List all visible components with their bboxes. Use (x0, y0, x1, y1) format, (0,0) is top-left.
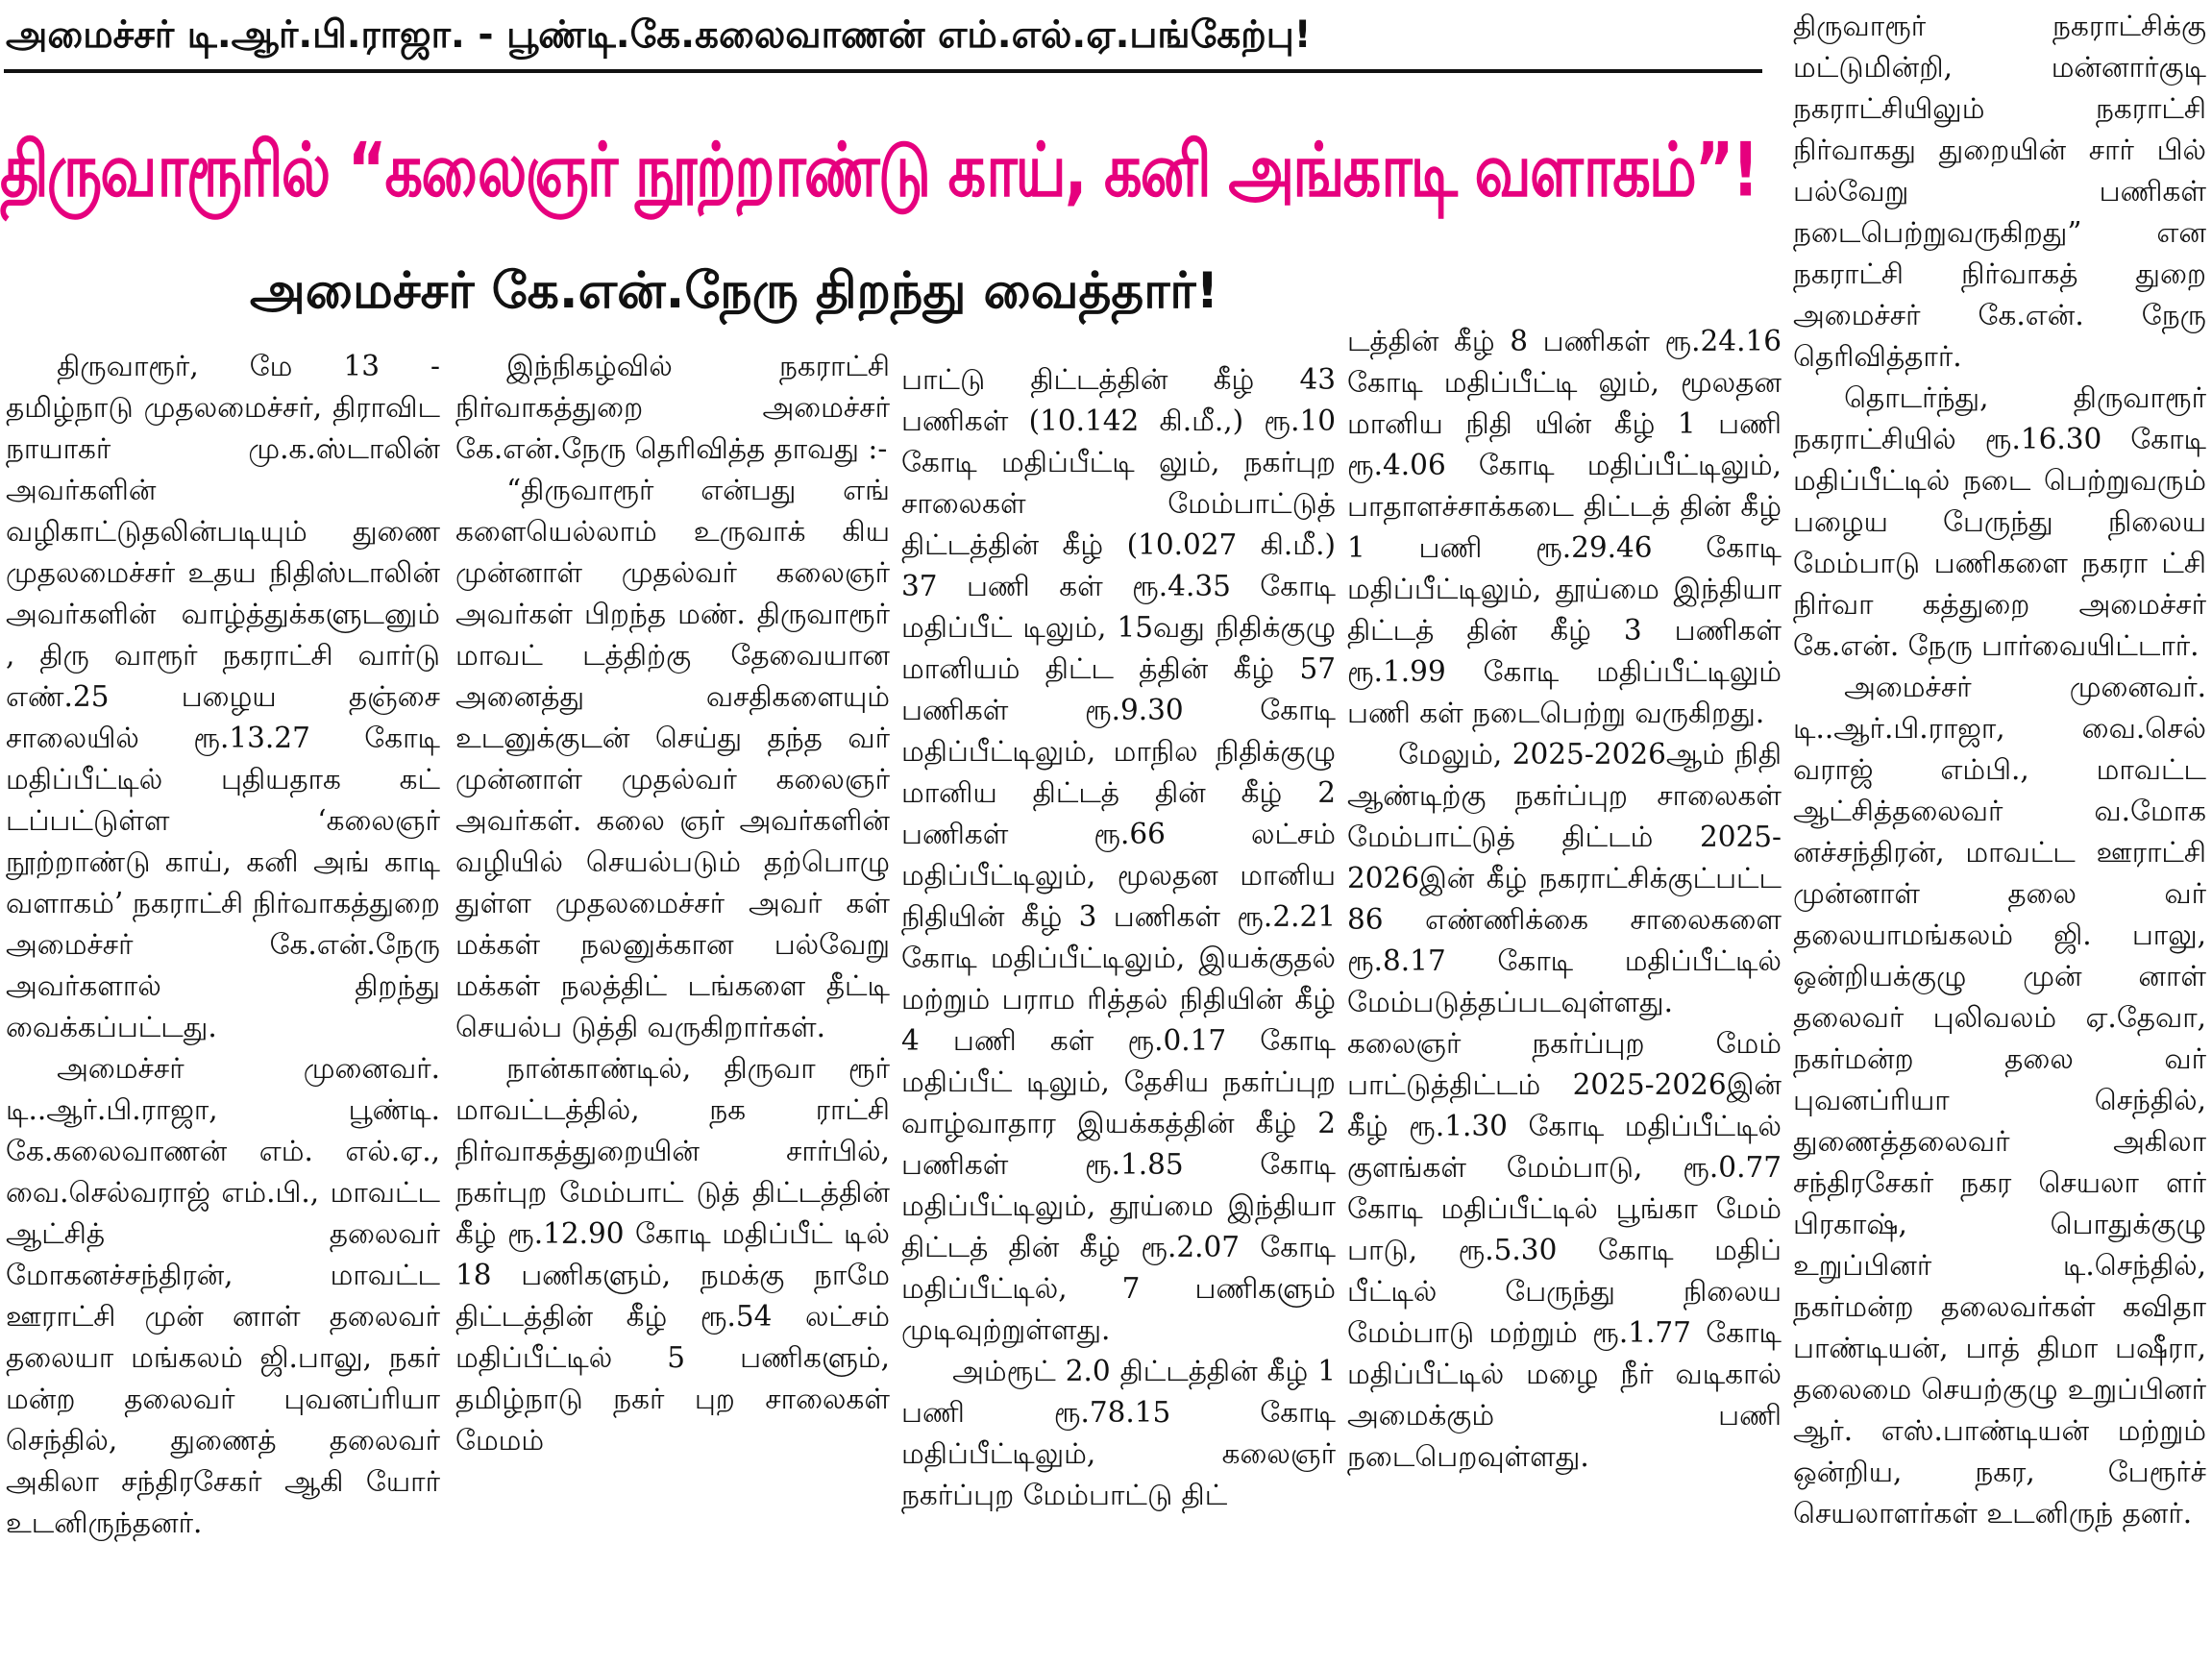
headline: திருவாரூரில் “கலைஞர் நூற்றாண்டு காய், கனி அங்காடி வளாகம்”! (0, 125, 1757, 213)
paragraph: திருவாரூர் நகராட்சிக்கு மட்டுமின்றி, மன்னார்குடி நகராட்சியிலும் நகராட்சி நிர்வாகது துறையின் சார் பில் பல்வேறு பணிகள் நடைபெற்றுவருகிறது” என நகராட்சி நிர்வாகத் துறை அமைச்சர் கே.என். நேரு தெரிவித்தார். (1793, 10, 2206, 373)
article-column-4 (1347, 321, 1782, 1628)
paragraph: டத்தின் கீழ் 8 பணிகள் ரூ.24.16 கோடி மதிப்பீட்டி லும், மூலதன மானிய நிதி யின் கீழ் 1 பணி ரூ.4.06 கோடி மதிப்பீட்டிலும், பாதாளச்சாக்கடை திட்டத் தின் கீழ் 1 பணி ரூ.29.46 கோடி மதிப்பீட்டிலும், தூய்மை இந்தியா திட்டத் தின் கீழ் 3 பணிகள் ரூ.1.99 கோடி மதிப்பீட்டிலும் பணி கள் நடைபெற்று வருகிறது. (1347, 325, 1782, 729)
kicker-line: அமைச்சர் டி.ஆர்.பி.ராஜா. - பூண்டி.கே.கலைவாணன் எம்.எல்.ஏ.பங்கேற்பு! (6, 13, 1312, 57)
paragraph: “திருவாரூர் என்பது எங் களையெல்லாம் உருவாக் கிய முன்னாள் முதல்வர் கலைஞர் அவர்கள் பிறந்த மண். திருவாரூர் மாவட் டத்திற்கு தேவையான அனைத்து வசதிகளையும் உடனுக்குடன் செய்து தந்த வர் முன்னாள் முதல்வர் கலைஞர் அவர்கள். கலை ஞர் அவர்களின் வழியில் செயல்படும் தற்பொழு துள்ள முதலமைச்சர் அவர் கள் மக்கள் நலனுக்கான பல்வேறு மக்கள் நலத்திட் டங்களை தீட்டி செயல்ப டுத்தி வருகிறார்கள். (455, 474, 890, 1043)
paragraph: தொடர்ந்து, திருவாரூர் நகராட்சியில் ரூ.16.30 கோடி மதிப்பீட்டில் நடை பெற்றுவரும் பழைய பேருந்து நிலைய மேம்பாடு பணிகளை நகரா ட்சி நிர்வா கத்துறை அமைச்சர் கே.என். நேரு பார்வையிட்டார். (1793, 381, 2206, 662)
article-column-5 (1793, 6, 2206, 1653)
article-header (0, 0, 1782, 331)
paragraph: அமைச்சர் முனைவர். டி..ஆர்.பி.ராஜா, பூண்டி. கே.கலைவாணன் எம். எல்.ஏ., வை.செல்வராஜ் எம்.பி., மாவட்ட ஆட்சித் தலைவர் மோகனச்சந்திரன், மாவட்ட ஊராட்சி முன் னாள் தலைவர் தலையா மங்கலம் ஜி.பாலு, நகர் மன்ற தலைவர் புவனப்ரியா செந்தில், துணைத் தலைவர் அகிலா சந்திரசேகர் ஆகி யோர் உடனிருந்தனர். (6, 1052, 440, 1539)
subheadline: அமைச்சர் கே.என்.நேரு திறந்து வைத்தார்! (250, 262, 1219, 320)
article-column-3 (901, 359, 1336, 1666)
paragraph: திருவாரூர், மே 13 - தமிழ்நாடு முதலமைச்சர், திராவிட நாயாகர் மு.க.ஸ்டாலின் அவர்களின் வழிகாட்டுதலின்படியும் துணை முதலமைச்சர் உதய நிதிஸ்டாலின் அவர்களின் வாழ்த்துக்களுடனும் , திரு வாரூர் நகராட்சி வார்டு எண்.25 பழைய தஞ்சை சாலையில் ரூ.13.27 கோடி மதிப்பீட்டில் புதியதாக கட் டப்பட்டுள்ள ‘கலைஞர் நூற்றாண்டு காய், கனி அங் காடி வளாகம்’ நகராட்சி நிர்வாகத்துறை அமைச்சர் கே.என்.நேரு அவர்களால் திறந்து வைக்கப்பட்டது. (6, 350, 440, 1043)
paragraph: பாட்டு திட்டத்தின் கீழ் 43 பணிகள் (10.142 கி.மீ.,) ரூ.10 கோடி மதிப்பீட்டி லும், நகர்புற சாலைகள் மேம்பாட்டுத் திட்டத்தின் கீழ் (10.027 கி.மீ.) 37 பணி கள் ரூ.4.35 கோடி மதிப்பீட் டிலும், 15வது நிதிக்குழு மானியம் திட்ட த்தின் கீழ் 57 பணிகள் ரூ.9.30 கோடி மதிப்பீட்டிலும், மாநில நிதிக்குழு மானிய திட்டத் தின் கீழ் 2 பணிகள் ரூ.66 லட்சம் மதிப்பீட்டிலும், மூலதன மானிய நிதியின் கீழ் 3 பணிகள் ரூ.2.21 கோடி மதிப்பீட்டிலும், இயக்குதல் மற்றும் பராம ரித்தல் நிதியின் கீழ் 4 பணி கள் ரூ.0.17 கோடி மதிப்பீட் டிலும், தேசிய நகர்ப்புற வாழ்வாதார இயக்கத்தின் கீழ் 2 பணிகள் ரூ.1.85 கோடி மதிப்பீட்டிலும், தூய்மை இந்தியா திட்டத் தின் கீழ் ரூ.2.07 கோடி மதிப்பீட்டில், 7 பணிகளும் முடிவுற்றுள்ளது. (901, 363, 1336, 1346)
paragraph: அம்ரூட் 2.0 திட்டத்தின் கீழ் 1 பணி ரூ.78.15 கோடி மதிப்பீட்டிலும், கலைஞர் நகர்ப்புற மேம்பாட்டு திட் (901, 1355, 1336, 1511)
paragraph: அமைச்சர் முனைவர். டி..ஆர்.பி.ராஜா, வை.செல் வராஜ் எம்பி., மாவட்ட ஆட்சித்தலைவர் வ.மோக னச்சந்திரன், மாவட்ட ஊராட்சி முன்னாள் தலை வர் தலையாமங்கலம் ஜி. பாலு, ஒன்றியக்குழு முன் னாள் தலைவர் புலிவலம் ஏ.தேவா, நகர்மன்ற தலை வர் புவனப்ரியா செந்தில், துணைத்தலைவர் அகிலா சந்திரசேகர் நகர செயலா ளர் பிரகாஷ், பொதுக்குழு உறுப்பினர் டி.செந்தில், நகர்மன்ற தலைவர்கள் கவிதா பாண்டியன், பாத் திமா பஷீரா, தலைமை செயற்குழு உறுப்பினர் ஆர். எஸ்.பாண்டியன் மற்றும் ஒன்றிய, நகர, பேரூர்ச் செயலாளர்கள் உடனிருந் தனர். (1793, 671, 2206, 1530)
paragraph: மேலும், 2025-2026ஆம் நிதி ஆண்டிற்கு நகர்ப்புற சாலைகள் மேம்பாட்டுத் திட்டம் 2025-2026இன் கீழ் நகராட்சிக்குட்பட்ட 86 எண்ணிக்கை சாலைகளை ரூ.8.17 கோடி மதிப்பீட்டில் மேம்படுத்தப்படவுள்ளது. கலைஞர் நகர்ப்புற மேம் பாட்டுத்திட்டம் 2025-2026இன் கீழ் ரூ.1.30 கோடி மதிப்பீட்டில் குளங்கள் மேம்பாடு, ரூ.0.77 கோடி மதிப்பீட்டில் பூங்கா மேம் பாடு, ரூ.5.30 கோடி மதிப் பீட்டில் பேருந்து நிலைய மேம்பாடு மற்றும் ரூ.1.77 கோடி மதிப்பீட்டில் மழை நீர் வடிகால் அமைக்கும் பணி நடைபெறவுள்ளது. (1347, 738, 1782, 1473)
paragraph: நான்காண்டில், திருவா ரூர் மாவட்டத்தில், நக ராட்சி நிர்வாகத்துறையின் சார்பில், நகர்புற மேம்பாட் டுத் திட்டத்தின் கீழ் ரூ.12.90 கோடி மதிப்பீட் டில் 18 பணிகளும், நமக்கு நாமே திட்டத்தின் கீழ் ரூ.54 லட்சம் மதிப்பீட்டில் 5 பணிகளும், தமிழ்நாடு நகர் புற சாலைகள் மேமம் (455, 1052, 890, 1457)
article-column-2 (455, 346, 890, 1653)
article-column-1 (6, 346, 440, 1653)
kicker-divider (4, 69, 1762, 73)
paragraph: இந்நிகழ்வில் நகராட்சி நிர்வாகத்துறை அமைச்சர் கே.என்.நேரு தெரிவித்த தாவது :- (455, 350, 890, 465)
